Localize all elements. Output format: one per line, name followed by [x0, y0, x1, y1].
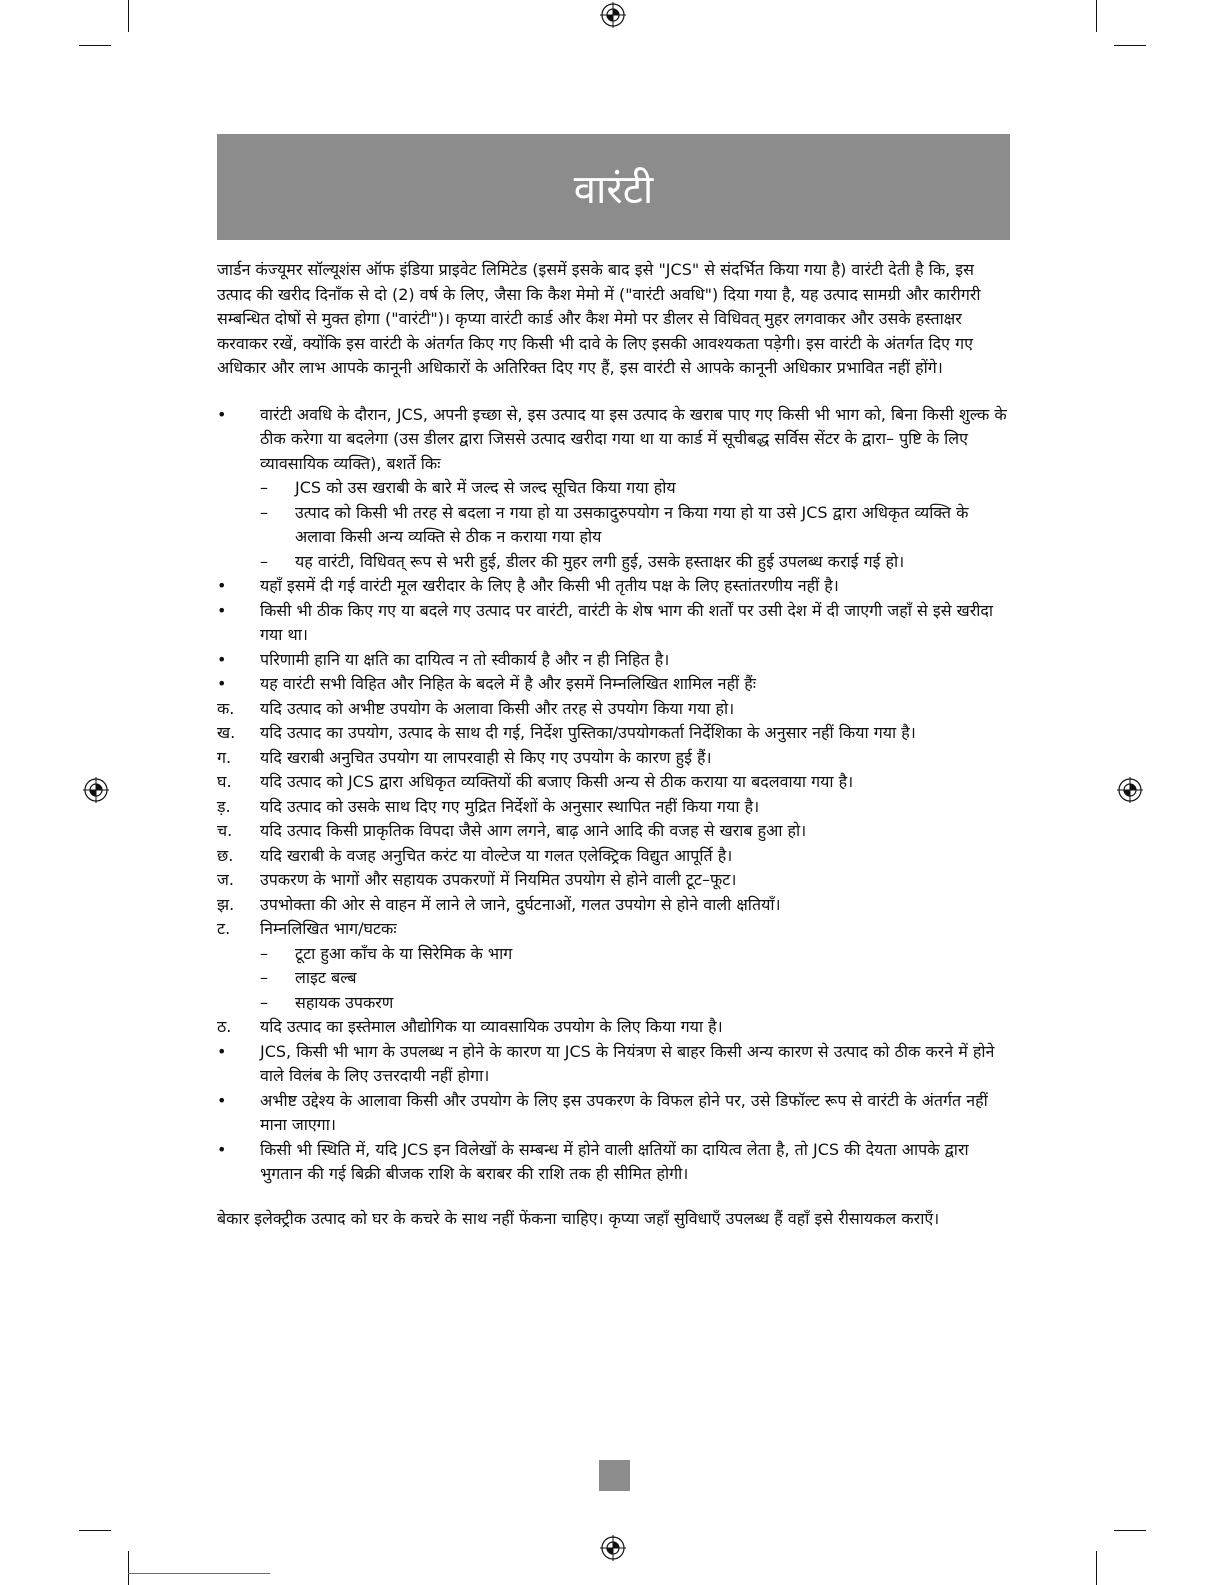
warranty-content — [217, 258, 1010, 1231]
list-item — [217, 672, 1010, 697]
page-title: वारंटी — [573, 166, 654, 213]
bullet-marker: • — [217, 404, 227, 424]
intro-paragraph: जार्डन कंज्यूमर सॉल्यूशंस ऑफ इंडिया प्राइवेट लिमिटेड (इसमें इसके बाद इसे "JCS" से संदर्भित किया गया है) वारंटी देती है कि, इस उत्पाद की खरीद दिनाँक से दो (2) वर्ष के लिए, जैसा कि कैश मेमो में ("वारंटी अवधि") दिया गया है, यह उत्पाद सामग्री और कारीगरी सम्बन्धित दोषों से मुक्त होगा ("वारंटी")। कृप्या वारंटी कार्ड और कैश मेमो पर डीलर से विधिवत् मुहर लगवाकर और उसके हस्ताक्षर करवाकर रखें, क्योंकि इस वारंटी के अंतर्गत किए गए किसी भी दावे के लिए इसकी आवश्यकता पड़ेगी। इस वारंटी के अंतर्गत दिए गए अधिकार और लाभ आपके कानूनी अधिकारों के अतिरिक्त दिए गए हैं, इस वारंटी से आपके कानूनी अधिकार प्रभावित नहीं होंगे। — [217, 260, 981, 377]
bullet-marker: • — [217, 576, 227, 595]
exclusion-marker: ट. — [217, 919, 231, 938]
crop-mark — [128, 1551, 129, 1585]
exclusion-text: यदि खराबी अनुचित उपयोग या लापरवाही से किए गए उपयोग के कारण हुई हैं। — [260, 747, 712, 767]
part-item — [217, 966, 1010, 991]
exclusion-item — [217, 746, 1010, 771]
dash-marker: – — [260, 551, 268, 571]
divider — [128, 1573, 270, 1574]
crop-mark — [79, 1530, 111, 1531]
exclusion-marker: ज. — [217, 870, 234, 889]
exclusion-text: उपभोक्ता की ओर से वाहन में लाने ले जाने, दुर्घटनाओं, गलत उपयोग से होने वाली क्षतियाँ। — [260, 894, 781, 914]
dash-marker: – — [260, 478, 268, 497]
exclusion-item — [217, 844, 1010, 869]
exclusion-item — [217, 819, 1010, 844]
list-item — [217, 574, 1010, 599]
sub-item — [217, 550, 1010, 575]
exclusion-marker: ख. — [217, 723, 236, 742]
exclusion-marker: ग. — [217, 747, 232, 767]
exclusion-item — [217, 721, 1010, 746]
part-item — [217, 991, 1010, 1016]
list-item — [217, 599, 1010, 648]
list-item-text: किसी भी ठीक किए गए या बदले गए उत्पाद पर वारंटी, वारंटी के शेष भाग की शर्तों पर उसी देश में दी जाएगी जहाँ से इसे खरीदा गया था। — [260, 600, 994, 644]
exclusion-item — [217, 868, 1010, 893]
bullet-marker: • — [217, 600, 227, 620]
exclusion-marker: छ. — [217, 845, 234, 865]
crop-mark — [128, 0, 129, 32]
sub-item-text: यह वारंटी, विधिवत् रूप से भरी हुई, डीलर की मुहर लगी हुई, उसके हस्ताक्षर की हुई उपलब्ध कराई गई हो। — [295, 551, 905, 571]
exclusion-marker: ठ. — [217, 1017, 232, 1036]
exclusion-marker: घ. — [217, 772, 232, 791]
exclusion-text: यदि उत्पाद को JCS द्वारा अधिकृत व्यक्तियों की बजाए किसी अन्य से ठीक कराया या बदलवाया गया है। — [260, 772, 854, 791]
registration-mark-icon — [600, 2, 626, 28]
list-item-text: JCS, किसी भी भाग के उपलब्ध न होने के कारण या JCS के नियंत्रण से बाहर किसी अन्य कारण से उत्पाद को ठीक करने में होने वाले विलंब के लिए उत्तरदायी नहीं होगा। — [260, 1041, 995, 1085]
bullet-marker: • — [217, 649, 227, 669]
dash-marker: – — [260, 968, 268, 987]
crop-mark — [79, 45, 111, 46]
dash-marker: – — [260, 502, 268, 522]
registration-mark-icon — [1117, 777, 1143, 803]
bullet-marker: • — [217, 1139, 227, 1159]
exclusion-item — [217, 893, 1010, 918]
list-item-text: किसी भी स्थिति में, यदि JCS इन विलेखों के सम्बन्ध में होने वाली क्षतियों का दायित्व लेता है, तो JCS की देयता आपके द्वारा भुगतान की गई बिक्री बीजक राशि के बराबर की राशि तक ही सीमित होगी। — [260, 1139, 969, 1183]
list-item-text: वारंटी अवधि के दौरान, JCS, अपनी इच्छा से, इस उत्पाद या इस उत्पाद के खराब पाए गए किसी भी भाग को, बिना किसी शुल्क के ठीक करेगा या बदलेगा (उस डीलर द्वारा जिससे उत्पाद खरीदा गया था या कार्ड में सूचीबद्ध सर्विस सेंटर के द्वारा– पुष्टि के लिए व्यावसायिक व्यक्ति), बशर्ते किः — [260, 404, 1007, 473]
sub-item — [217, 476, 1010, 501]
recycle-note: बेकार इलेक्ट्रीक उत्पाद को घर के कचरे के साथ नहीं फेंकना चाहिए। कृप्या जहाँ सुविधाएँ उपलब्ध हैं वहाँ इसे रीसायकल कराएँ। — [217, 1208, 940, 1228]
exclusion-marker: च. — [217, 821, 233, 840]
dash-marker: – — [260, 943, 268, 963]
crop-mark — [1096, 0, 1097, 32]
sub-item-text: JCS को उस खराबी के बारे में जल्द से जल्द सूचित किया गया होय — [295, 478, 676, 497]
exclusion-text: निम्नलिखित भाग/घटकः — [260, 919, 397, 938]
exclusion-text: यदि उत्पाद किसी प्राकृतिक विपदा जैसे आग लगने, बाढ़ आने आदि की वजह से खराब हुआ हो। — [260, 821, 807, 840]
registration-mark-icon — [83, 777, 109, 803]
list-item — [217, 648, 1010, 673]
title-band — [217, 134, 1010, 240]
list-item — [217, 1138, 1010, 1187]
bullet-marker: • — [217, 674, 227, 693]
list-item-text: यहाँ इसमें दी गई वारंटी मूल खरीदार के लिए है और किसी भी तृतीय पक्ष के लिए हस्तांतरणीय नहीं है। — [260, 576, 839, 595]
bullet-marker: • — [217, 1090, 227, 1110]
exclusion-text: यदि खराबी के वजह अनुचित करंट या वोल्टेज या गलत एलेक्ट्रिक विद्युत आपूर्ति है। — [260, 845, 733, 865]
exclusion-item — [217, 770, 1010, 795]
list-item-text: यह वारंटी सभी विहित और निहित के बदले में है और इसमें निम्नलिखित शामिल नहीं हैंः — [260, 674, 757, 693]
exclusion-text: यदि उत्पाद को उसके साथ दिए गए मुद्रित निर्देशों के अनुसार स्थापित नहीं किया गया है। — [260, 796, 760, 816]
exclusion-text: यदि उत्पाद का इस्तेमाल औद्योगिक या व्यावसायिक उपयोग के लिए किया गया है। — [260, 1017, 723, 1036]
registration-mark-icon — [600, 1535, 626, 1561]
page-number-box — [599, 1460, 630, 1491]
part-item-text: लाइट बल्ब — [295, 968, 357, 987]
exclusion-text: यदि उत्पाद को अभीष्ट उपयोग के अलावा किसी और तरह से उपयोग किया गया हो। — [260, 698, 735, 718]
part-item-text: सहायक उपकरण — [295, 992, 394, 1012]
list-item-text: परिणामी हानि या क्षति का दायित्व न तो स्वीकार्य है और न ही निहित है। — [260, 649, 670, 669]
crop-mark — [1096, 1551, 1097, 1585]
exclusion-item — [217, 697, 1010, 722]
crop-mark — [1114, 1530, 1146, 1531]
exclusion-item — [217, 795, 1010, 820]
crop-mark — [1114, 45, 1146, 46]
list-item — [217, 1040, 1010, 1089]
bullet-marker: • — [217, 1041, 227, 1061]
exclusion-item — [217, 917, 1010, 942]
exclusion-text: यदि उत्पाद का उपयोग, उत्पाद के साथ दी गई, निर्देश पुस्तिका/उपयोगकर्ता निर्देशिका के अनुसार नहीं किया गया है। — [260, 723, 916, 742]
list-item — [217, 403, 1010, 477]
dash-marker: – — [260, 992, 268, 1012]
part-item — [217, 942, 1010, 967]
exclusion-marker: क. — [217, 698, 235, 718]
list-item — [217, 1089, 1010, 1138]
part-item-text: टूटा हुआ काँच के या सिरेमिक के भाग — [295, 943, 513, 963]
sub-item-text: उत्पाद को किसी भी तरह से बदला न गया हो या उसकादुरुपयोग न किया गया हो या उसे JCS द्वारा अधिकृत व्यक्ति के अलावा किसी अन्य व्यक्ति से ठीक न कराया गया होय — [295, 502, 969, 546]
exclusion-marker: ड़. — [217, 796, 231, 816]
sub-item — [217, 501, 1010, 550]
exclusion-marker: झ. — [217, 894, 235, 914]
exclusion-text: उपकरण के भागों और सहायक उपकरणों में नियमित उपयोग से होने वाली टूट–फूट। — [260, 870, 737, 889]
exclusion-item — [217, 1015, 1010, 1040]
list-item-text: अभीष्ट उद्देश्य के आलावा किसी और उपयोग के लिए इस उपकरण के विफल होने पर, उसे डिफॉल्ट रूप से वारंटी के अंतर्गत नहीं माना जाएगा। — [260, 1090, 988, 1134]
